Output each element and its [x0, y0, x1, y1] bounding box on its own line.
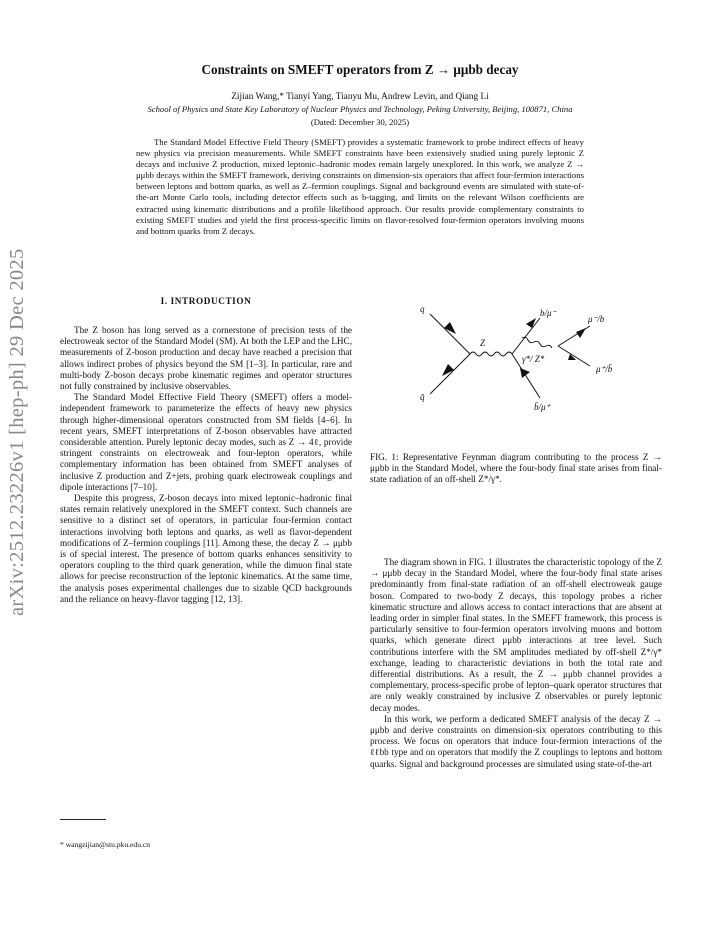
right-column — [370, 557, 662, 770]
affiliation: School of Physics and State Key Laboratory of Nuclear Physics and Technology, Peking University, Beijing, 100871, China — [147, 104, 573, 114]
paragraph: The diagram shown in FIG. 1 illustrates the characteristic topology of the Z → μμbb decay in the Standard Model, where the four-body final state arises predominantly from final-state radiation of an off-shell electroweak gauge boson. Compared to two-body Z decays, this topology probes a richer kinematic structure and allows access to contact interactions that are absent at leading order in simpler final states. In the SMEFT framework, this process is particularly sensitive to four-fermion operators involving muons and bottom quarks, which generate direct μμbb interactions at tree level. Such contributions interfere with the SM amplitudes mediated by off-shell Z*/γ* exchange, leading to characteristic deviations in both the total rate and differential distributions. As a result, the Z → μμbb channel provides a complementary, process-specific probe of lepton–quark operator structures that are only weakly constrained by inclusive Z observables or purely leptonic decay modes. — [370, 557, 662, 713]
left-column — [60, 325, 352, 605]
date-line: (Dated: December 30, 2025) — [310, 117, 410, 127]
paper-title: Constraints on SMEFT operators from Z → μμbb decay — [201, 62, 519, 77]
paragraph: Despite this progress, Z-boson decays into mixed leptonic–hadronic final states remain relatively unexplored in the SMEFT context. Such channels are sensitive to a distinct set of operators, in particular four-fermion contact interactions involving both leptons and quarks, as well as flavor-dependent modifications of Z–fermion couplings [11]. Among these, the decay Z → μμbb is of special interest. The presence of bottom quarks enhances sensitivity to operators coupling to the third quark generation, while the dimuon final state allows for precise reconstruction of the leptonic kinematics. At the same time, the analysis poses experimental challenges due to sizable QCD backgrounds and the reliance on heavy-flavor tagging [12, 13]. — [60, 493, 352, 604]
footnote: * wangzijian@stu.pku.edu.cn — [60, 840, 151, 849]
abstract: The Standard Model Effective Field Theory (SMEFT) provides a systematic framework to probe indirect effects of heavy new physics via precision measurements. While SMEFT constraints have been extensively studied using purely leptonic Z decays and inclusive Z production, mixed leptonic–hadronic modes remain largely unexplored. In this work, we analyze Z → μμbb decays within the SMEFT framework, deriving constraints on dimension-six operators that affect four-fermion interactions between leptons and bottom quarks, as well as Z–fermion couplings. Signal and background events are simulated with state-of-the-art Monte Carlo tools, including detector effects such as b-tagging, and limits on the relevant Wilson coefficients are extracted using kinematic distributions and a profile likelihood approach. Our results provide complementary constraints to existing SMEFT studies and yield the first process-specific limits on flavor-resolved four-fermion operators involving muons and bottom quarks from Z decays. — [136, 137, 584, 236]
paragraph: The Z boson has long served as a cornerstone of precision tests of the electroweak sector of the Standard Model (SM). At both the LEP and the LHC, measurements of Z-boson production and decay have reached a precision that allows indirect probes of physics beyond the SM [1–3]. In particular, rare and multi-body Z-boson decays probe kinematic regimes and operator structures not fully constrained by inclusive observables. — [60, 325, 352, 392]
label-mu-bottom: μ⁺/b̄ — [596, 364, 613, 374]
author-list: Zijian Wang,* Tianyi Yang, Tianyu Mu, Andrew Levin, and Qiang Li — [231, 92, 489, 102]
paragraph: The Standard Model Effective Field Theory (SMEFT) offers a model-independent framework to parameterize the effects of heavy new physics through higher-dimensional operators constructed from SM fields [4–6]. In recent years, SMEFT interpretations of Z-boson observables have attracted considerable attention. Purely leptonic decay modes, such as Z → 4ℓ, provide stringent constraints on electroweak and four-lepton operators, while complementary information has been obtained from SMEFT analyses of inclusive Z production and Z+jets, probing quark electroweak couplings and dipole interactions [7–10]. — [60, 392, 352, 492]
footnote-rule — [60, 819, 106, 820]
paragraph: In this work, we perform a dedicated SMEFT analysis of the decay Z → μμbb and derive constraints on dimension-six operators contributing to this process. We focus on operators that induce four-fermion interactions of the ℓℓbb type and on operators that modify the Z couplings to leptons and bottom quarks. Signal and background processes are simulated using state-of-the-art — [370, 713, 662, 769]
label-q: q — [420, 304, 425, 314]
label-mu-top: μ⁻/b — [588, 314, 605, 324]
arxiv-watermark: arXiv:2512.23226v1 [hep-ph] 29 Dec 2025 — [6, 248, 28, 616]
label-b-top: b/μ⁻ — [540, 308, 557, 318]
label-b-bottom: b̄/μ⁺ — [534, 402, 551, 412]
section-heading: I. INTRODUCTION — [160, 296, 252, 306]
feynman-diagram — [410, 300, 640, 435]
label-propagator: γ*/ Z* — [522, 354, 545, 364]
figure-caption: FIG. 1: Representative Feynman diagram contributing to the process Z → μμbb in the Standard Model, where the four-body final state arises from final-state radiation of an off-shell Z*/γ*. — [370, 452, 662, 485]
label-qbar: q̄ — [420, 392, 425, 402]
label-z: Z — [480, 338, 486, 348]
